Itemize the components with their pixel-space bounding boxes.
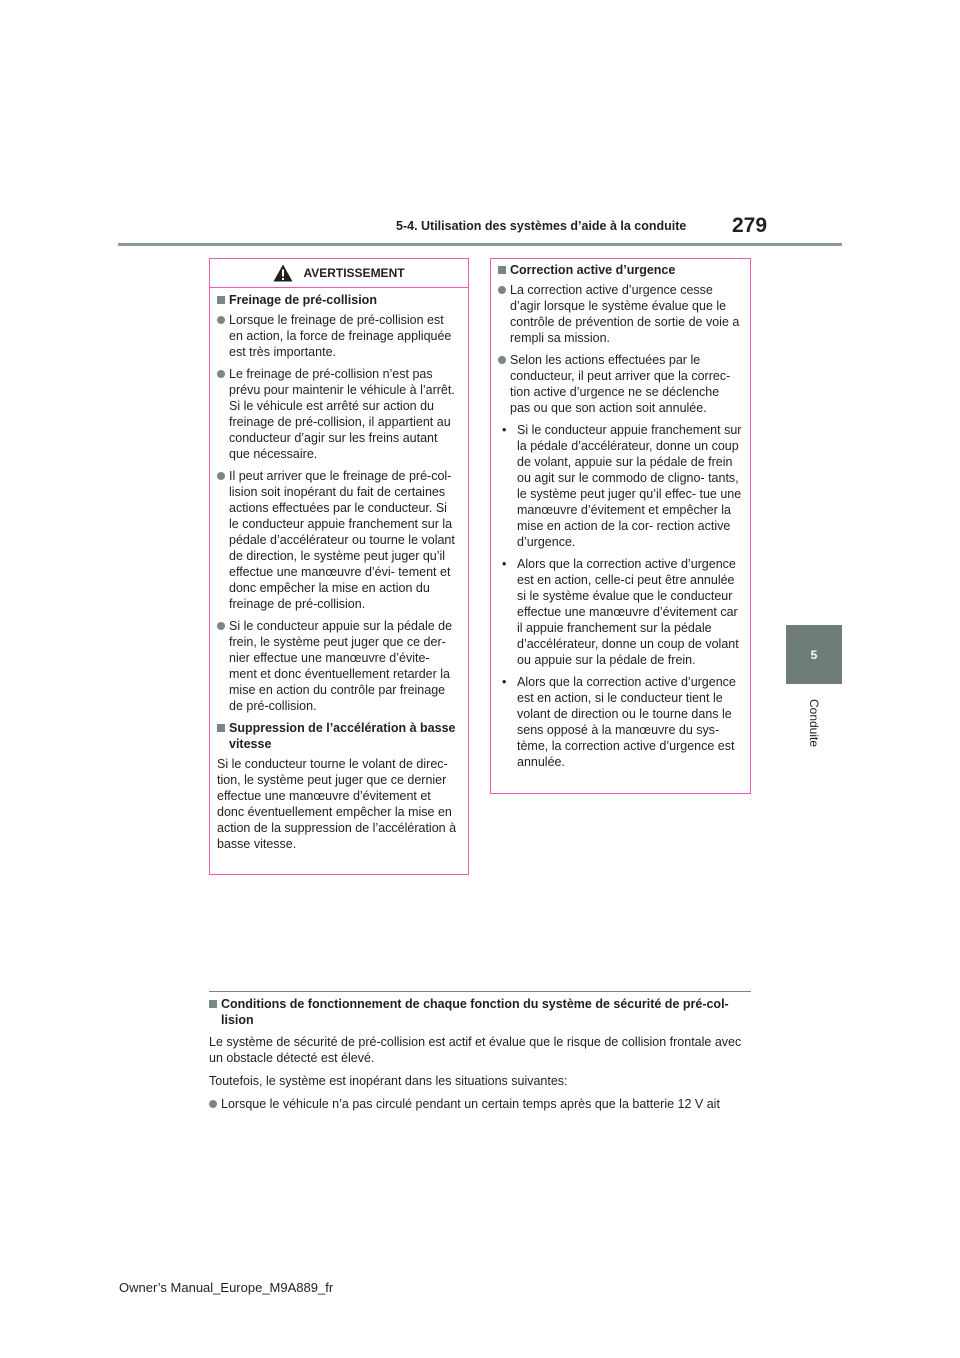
- warning-header: [210, 259, 468, 288]
- warning-bullet: Il peut arriver que le freinage de pré-col- lision soit inopérant du fait de certaines actions effectuées par le conducteur. Si le conducteur appuie franchement sur la pédale d’accélérateur ou tourne le volant de direction, le système peut juger qu’il effectue une manœuvre d’évi- tement et donc empêcher la mise en action du freinage de pré-collision.: [217, 468, 460, 612]
- warning-bullet: Lorsque le freinage de pré-collision est en action, la force de freinage appliquée est très importante.: [217, 312, 460, 360]
- operating-conditions-heading: Conditions de fonctionnement de chaque fonction du système de sécurité de pré-col- lision: [209, 996, 751, 1028]
- emergency-correction-bullet: La correction active d’urgence cesse d’agir lorsque le système évalue que le contrôle de prévention de sortie de voie a rempli sa mission.: [498, 282, 742, 346]
- chapter-number-tab: 5: [786, 625, 842, 684]
- warning-paragraph: Si le conducteur tourne le volant de direc- tion, le système peut juger que ce dernier effectue une manœuvre d’évitement et donc éventuellement empêcher la mise en action de la suppression de l’accélération à basse vitesse.: [217, 757, 457, 851]
- chapter-label: [786, 692, 842, 754]
- chapter-label-text: Conduite: [807, 698, 821, 748]
- section-divider: [209, 991, 751, 992]
- warning-bullet: Si le conducteur appuie sur la pédale de frein, le système peut juger que ce der- nier effectue une manœuvre d’évite- ment et donc éventuellement retarder la mise en action du contrôle par freinage de pré-collision.: [217, 618, 460, 714]
- warning-bullet: Le freinage de pré-collision n’est pas prévu pour maintenir le véhicule à l’arrêt. Si le véhicule est arrêté sur action du freinage de pré-collision, il appartient au conducteur d’agir sur les freins autant que nécessaire.: [217, 366, 460, 462]
- operating-conditions-bullet: Lorsque le véhicule n’a pas circulé pendant un certain temps après que la batterie 12 V ait: [209, 1096, 751, 1112]
- warning-heading-acceleration: Suppression de l’accélération à basse vitesse: [217, 720, 460, 752]
- warning-title: AVERTISSEMENT: [303, 266, 405, 280]
- emergency-correction-content: [491, 259, 750, 770]
- warning-triangle-icon: [273, 264, 293, 282]
- section-title: 5-4. Utilisation des systèmes d’aide à la conduite: [396, 219, 687, 233]
- operating-conditions-section: [209, 996, 751, 1118]
- manual-footer: Owner’s Manual_Europe_M9A889_fr: [119, 1280, 334, 1295]
- operating-conditions-paragraph: Toutefois, le système est inopérant dans les situations suivantes:: [209, 1074, 568, 1088]
- warning-box: [209, 258, 469, 875]
- warning-content: [210, 288, 468, 852]
- emergency-correction-dot-item: • Alors que la correction active d’urgence est en action, si le conducteur tient le volant de direction ou le tourne dans le sens opposé à la manœuvre du sys- tème, la correction active d’urgence est annulée.: [498, 674, 742, 770]
- emergency-correction-dot-item: • Alors que la correction active d’urgence est en action, celle-ci peut être annulée si le système évalue que le conducteur effectue une manœuvre d’évitement car il appuie franchement sur la pédale d’accélérateur, donne un coup de volant ou appuie sur la pédale de frein.: [498, 556, 742, 668]
- header-rule: [118, 243, 842, 246]
- page-number: 279: [732, 214, 768, 237]
- emergency-correction-heading: Correction active d’urgence: [498, 262, 742, 278]
- operating-conditions-paragraph: Le système de sécurité de pré-collision est actif et évalue que le risque de collision frontale avec un obstacle détecté est élevé.: [209, 1035, 742, 1065]
- warning-heading-pre-collision: Freinage de pré-collision: [217, 292, 460, 308]
- emergency-correction-box: [490, 258, 751, 794]
- emergency-correction-dot-item: • Si le conducteur appuie franchement sur la pédale d’accélérateur, donne un coup de volant, appuie sur la pédale de frein ou agit sur le commodo de cligno- tants, le système peut juger qu’il effec- tue une manœuvre d’évitement et empêcher la mise en action de la cor- rection active d’urgence.: [498, 422, 742, 550]
- emergency-correction-bullet: Selon les actions effectuées par le conducteur, il peut arriver que la correc- tion active d’urgence ne se déclenche pas ou que son action soit annulée.: [498, 352, 742, 416]
